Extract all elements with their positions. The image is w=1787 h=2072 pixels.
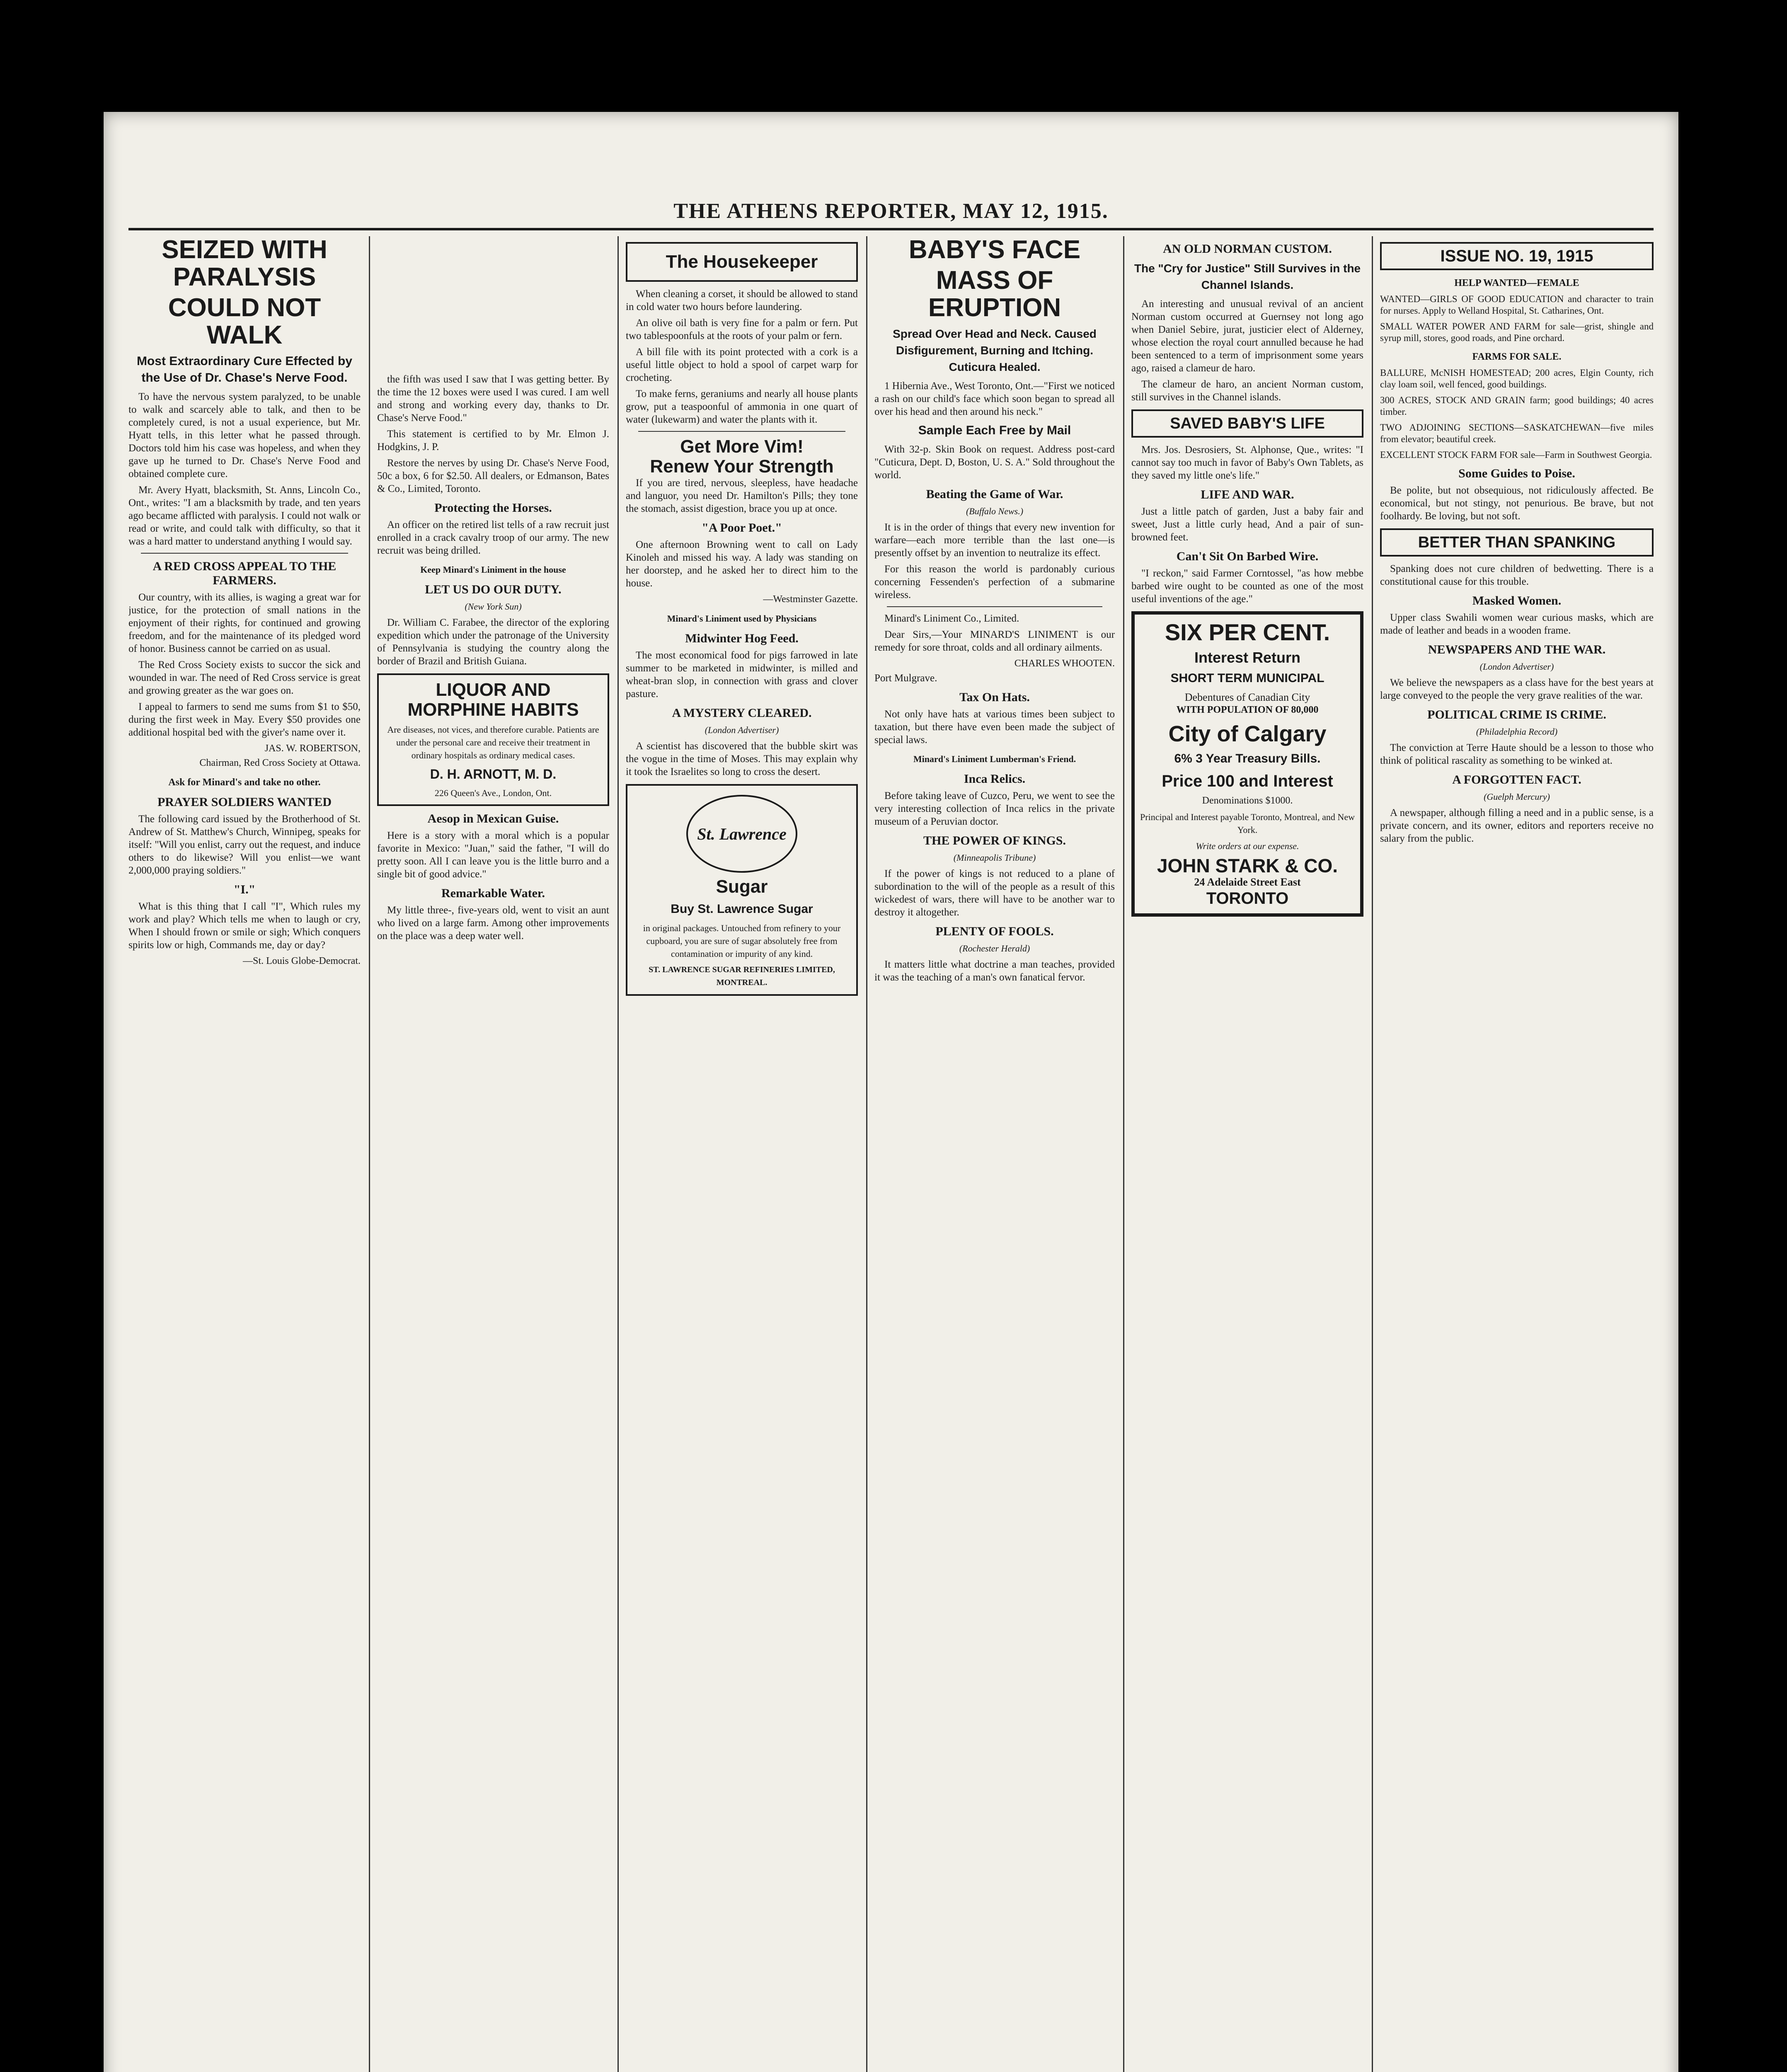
column-divider: [617, 236, 619, 2072]
signature-title: Chairman, Red Cross Society at Ottawa.: [199, 758, 361, 768]
heading-aesop: Aesop in Mexican Guise.: [427, 812, 559, 825]
paragraph: The Red Cross Society exists to succor the sick and wounded in war. The need of Red Cross service is great and growing greater as the war goes on.: [128, 659, 361, 696]
source: (New York Sun): [465, 601, 522, 612]
ad-title: LIQUOR AND: [436, 680, 551, 700]
heading-protecting-horses: Protecting the Horses.: [434, 501, 552, 515]
paragraph: If you are tired, nervous, sleepless, have headache and languor, you need Dr. Hamilton's Pills; they tone the stomach, assist digestion, brace you up at once.: [626, 477, 858, 514]
headline-eruption: MASS OF ERUPTION: [928, 266, 1061, 322]
paragraph: My little three-, five-years old, went to visit an aunt who lived on a large farm. Among other improvements on the place was a deep water well.: [377, 905, 609, 942]
ad-title: SIX PER CENT.: [1165, 619, 1330, 645]
paragraph: For this reason the world is pardonably curious concerning Fessenden's perfection of a submarine wireless.: [874, 564, 1115, 600]
ad-line: Denominations $1000.: [1202, 795, 1293, 806]
classified-item: BALLURE, McNISH HOMESTEAD; 200 acres, Elgin County, rich clay loam soil, well fenced, good buildings.: [1380, 368, 1654, 390]
heading-spanking: BETTER THAN SPANKING: [1418, 534, 1616, 551]
sugar-ad: [626, 784, 858, 996]
classified-item: SMALL WATER POWER AND FARM for sale—grist, shingle and syrup mill, stores, good roads, and Pine orchard.: [1380, 321, 1654, 343]
column-divider: [866, 236, 867, 2072]
source: (Buffalo News.): [966, 506, 1024, 516]
heading-hog-feed: Midwinter Hog Feed.: [685, 632, 799, 645]
heading-masked-women: Masked Women.: [1472, 594, 1562, 608]
paragraph: It matters little what doctrine a man teaches, provided it was the teaching of a man's own fanatical fervor.: [874, 959, 1115, 983]
paragraph: Mrs. Jos. Desrosiers, St. Alphonse, Que., writes: "I cannot say too much in favor of Baby's Own Tablets, as they saved my little one's life.": [1131, 444, 1363, 481]
ad-line: Principal and Interest payable Toronto, Montreal, and New York.: [1140, 812, 1355, 835]
heading-poor-poet: "A Poor Poet.": [702, 521, 782, 535]
divider: [887, 606, 1102, 607]
poem: Just a little patch of garden, Just a baby fair and sweet, Just a little curly head, And a pair of sun-browned feet.: [1131, 506, 1363, 543]
heading-inca-relics: Inca Relics.: [964, 772, 1026, 786]
ad-company: ST. LAWRENCE SUGAR REFINERIES LIMITED, MONTREAL.: [649, 965, 835, 987]
subhead-cry-justice: The "Cry for Justice" Still Survives in the Channel Islands.: [1134, 262, 1361, 291]
paragraph: "I reckon," said Farmer Corntossel, "as how mebbe barbed wire ought to be counted as one of the most useful inventions of the age.": [1131, 568, 1363, 605]
source: (Guelph Mercury): [1484, 792, 1550, 802]
classified-item: 300 ACRES, STOCK AND GRAIN farm; good buildings; 40 acres timber.: [1380, 395, 1654, 417]
ad-line: Debentures of Canadian City: [1184, 691, 1310, 703]
paragraph: An olive oil bath is very fine for a palm or fern. Put two tablespoonfuls at the roots of your palm or fern.: [626, 317, 858, 341]
heading-our-duty: LET US DO OUR DUTY.: [425, 583, 562, 596]
column-2: [377, 236, 609, 2072]
paragraph: 1 Hibernia Ave., West Toronto, Ont.—"First we noticed a rash on our child's face which soon began to spread all over his head and then around his neck.": [874, 380, 1115, 417]
divider: [638, 431, 845, 432]
ad-line: SHORT TERM MUNICIPAL: [1170, 671, 1325, 685]
paragraph: The following card issued by the Brotherhood of St. Andrew of St. Matthew's Church, Winnipeg, speaks for itself: "Will you enlist, carry out the request, and induce others to do likewise? Will you enlist—we want 2,000,000 praying soldiers.": [128, 813, 361, 876]
masthead: THE ATHENS REPORTER, MAY 12, 1915.: [673, 199, 1109, 223]
ad-address: 226 Queen's Ave., London, Ont.: [434, 788, 552, 798]
paragraph: Upper class Swahili women wear curious masks, which are made of leather and beads in a wooden frame.: [1380, 612, 1654, 636]
ad-line: WITH POPULATION OF 80,000: [1176, 704, 1319, 715]
source: (Rochester Herald): [959, 943, 1030, 954]
column-divider: [1372, 236, 1373, 2072]
ad-line: 6% 3 Year Treasury Bills.: [1174, 752, 1321, 765]
heading-beating-game: Beating the Game of War.: [926, 487, 1063, 501]
newspaper-page: [104, 112, 1678, 2072]
masthead-rule: [128, 228, 1654, 230]
heading-political-crime: POLITICAL CRIME IS CRIME.: [1427, 708, 1606, 721]
ad-company: JOHN STARK & CO.: [1157, 855, 1338, 876]
credit: —St. Louis Globe-Democrat.: [243, 956, 361, 966]
minard-ad: Keep Minard's Liniment in the house: [420, 564, 566, 575]
paragraph: An officer on the retired list tells of a raw recruit just enrolled in a crack cavalry troop of our army. The new recruit was being drilled.: [377, 519, 609, 556]
heading-red-cross: A RED CROSS APPEAL TO THE FARMERS.: [153, 559, 337, 587]
classified-section: FARMS FOR SALE.: [1472, 351, 1562, 362]
source: (Minneapolis Tribune): [953, 852, 1036, 863]
ad-body: in original packages. Untouched from refinery to your cupboard, you are sure of sugar absolutely free from contamination or impurity of any kind.: [643, 923, 841, 959]
heading-barbed-wire: Can't Sit On Barbed Wire.: [1176, 549, 1319, 563]
subhead-chase: Most Extraordinary Cure Effected by the Use of Dr. Chase's Nerve Food.: [136, 354, 353, 385]
paragraph: We believe the newspapers as a class have for the best years at large conveyed to the people the very grave realities of the war.: [1380, 677, 1654, 701]
classified-item: EXCELLENT STOCK FARM FOR sale—Farm in Southwest Georgia.: [1380, 450, 1652, 460]
sugar-logo: St. Lawrence: [686, 795, 797, 873]
ad-title: MORPHINE HABITS: [407, 700, 579, 720]
paragraph: Mr. Avery Hyatt, blacksmith, St. Anns, Lincoln Co., Ont., writes: "I am a blacksmith by trade, and ten years ago became afflicted with paralysis. I could not walk or read or write, and could talk with difficulty, so that it was a hard matter to understand anything I would say.: [128, 484, 361, 547]
vim-ad-subtitle: Renew Your Strength: [650, 456, 834, 477]
headline-babys-face: BABY'S FACE: [908, 236, 1081, 264]
paragraph: This statement is certified to by Mr. Elmon J. Hodgkins, J. P.: [377, 428, 609, 453]
heading-life-war: LIFE AND WAR.: [1201, 488, 1294, 501]
heading-power-kings: THE POWER OF KINGS.: [923, 834, 1066, 847]
divider: [141, 553, 348, 554]
paragraph: The clameur de haro, an ancient Norman custom, still survives in the Channel islands.: [1131, 379, 1363, 403]
minard-ad: Minard's Liniment used by Physicians: [667, 613, 817, 624]
issue-number: ISSUE NO. 19, 1915: [1440, 247, 1593, 265]
paragraph: If the power of kings is not reduced to a plane of subordination to the will of the people as a result of this wickedest of wars, there will have to be another war to destroy it altogether.: [874, 868, 1115, 918]
paragraph: The conviction at Terre Haute should be a lesson to those who think of political rascality as something to be winked at.: [1380, 742, 1654, 766]
classified-item: WANTED—GIRLS OF GOOD EDUCATION and character to train for nurses. Apply to Welland Hospital, St. Catharines, Ont.: [1380, 294, 1654, 316]
ad-headline: Buy St. Lawrence Sugar: [671, 902, 813, 916]
classified-item: TWO ADJOINING SECTIONS—SASKATCHEWAN—five miles from elevator; beautiful creek.: [1380, 422, 1654, 444]
column-5: [1131, 236, 1363, 2072]
paragraph: A bill file with its point protected with a cork is a useful little object to hold a spool of carpet warp for crocheting.: [626, 346, 858, 383]
paragraph: A newspaper, although filling a need and in a public sense, is a private concern, and its owner, editors and reporters receive no salary from the public.: [1380, 807, 1654, 844]
minard-ad: Ask for Minard's and take no other.: [168, 777, 321, 788]
ad-line: Write orders at our expense.: [1196, 841, 1299, 851]
issue-box: [1380, 242, 1654, 270]
liquor-ad: [377, 673, 609, 806]
place: Port Mulgrave.: [874, 673, 937, 684]
free-sample: Sample Each Free by Mail: [918, 424, 1071, 437]
signature: CHARLES WHOOTEN.: [1014, 658, 1115, 669]
heading-mystery: A MYSTERY CLEARED.: [672, 706, 812, 720]
paragraph: To have the nervous system paralyzed, to be unable to walk and scarcely able to talk, and then to be completely cured, is not a usual experience, but Mr. Hyatt tells, in this letter what he passed through. Doctors told him his case was hopeless, and when they gave up he turned to Dr. Chase's Nerve Food and obtained complete cure.: [128, 391, 361, 479]
paragraph: Minard's Liniment Co., Limited.: [884, 613, 1019, 624]
column-3: [626, 236, 858, 2072]
ad-address: 24 Adelaide Street East: [1194, 876, 1301, 888]
paragraph: A scientist has discovered that the bubble skirt was the vogue in the time of Moses. This may explain why it took the Israelites so long to cross the desert.: [626, 741, 858, 777]
subhead-cuticura: Spread Over Head and Neck. Caused Disfigurement, Burning and Itching. Cuticura Healed.: [893, 327, 1097, 373]
classified-section: HELP WANTED—FEMALE: [1454, 278, 1579, 288]
ad-line: Interest Return: [1194, 649, 1301, 666]
paragraph: An interesting and unusual revival of an ancient Norman custom occurred at Guernsey not long ago when Daniel Sebire, jurat, justicier elect of Alderney, whose election the royal court annulled because he had been sentenced to a term of imprisonment some years ago, raised a clameur de haro.: [1131, 298, 1363, 374]
vim-ad-title: Get More Vim!: [680, 436, 804, 457]
housekeeper-header: [626, 242, 858, 282]
paragraph: Before taking leave of Cuzco, Peru, we went to see the very interesting collection of Inca relics in the private museum of a Peruvian doctor.: [874, 790, 1115, 827]
paragraph: Dear Sirs,—Your MINARD'S LINIMENT is our remedy for sore throat, colds and all ordinary ailments.: [874, 629, 1115, 653]
credit: —Westminster Gazette.: [763, 594, 858, 605]
ad-title: Sugar: [716, 876, 768, 897]
paragraph: I appeal to farmers to send me sums from $1 to $50, during the first week in May. Every $50 provides one additional hospital bed with the giver's name over it.: [128, 701, 361, 738]
paragraph: Restore the nerves by using Dr. Chase's Nerve Food, 50c a box, 6 for $2.50. All dealers, or Edmanson, Bates & Co., Limited, Toronto.: [377, 457, 609, 494]
minard-ad: Minard's Liniment Lumberman's Friend.: [913, 754, 1076, 764]
spanking-header: [1380, 528, 1654, 557]
column-4: [874, 236, 1115, 2072]
ad-price: Price 100 and Interest: [1162, 772, 1333, 790]
paragraph: Spanking does not cure children of bedwetting. There is a constitutional cause for this trouble.: [1380, 563, 1654, 587]
heading-norman-custom: AN OLD NORMAN CUSTOM.: [1163, 242, 1332, 256]
signature: JAS. W. ROBERTSON,: [264, 743, 361, 754]
paragraph: It is in the order of things that every new invention for warfare—each more terrible than the last one—is presently offset by an invention to neutralize its effect.: [874, 522, 1115, 559]
ad-body: Are diseases, not vices, and therefore curable. Patients are under the personal care and receive their treatment in ordinary hospitals as ordinary medical cases.: [387, 724, 599, 760]
source: (Philadelphia Record): [1476, 726, 1558, 737]
source: (London Advertiser): [1479, 661, 1554, 672]
paragraph: Here is a story with a moral which is a popular favorite in Mexico: "Juan," said the father, "I will do pretty soon. All I can leave you is the little burro and a single bit of good advice.": [377, 830, 609, 880]
heading-tax-hats: Tax On Hats.: [959, 690, 1030, 704]
poem: What is this thing that I call "I", Which rules my work and play? Which tells me when to laugh or cry, When I should frown or smile or sigh; Which conquers spirits low or high, Commands me, day or day?: [128, 901, 361, 951]
heading-forgotten-fact: A FORGOTTEN FACT.: [1452, 773, 1581, 787]
heading-prayer-soldiers: PRAYER SOLDIERS WANTED: [157, 795, 332, 809]
paragraph: Be polite, but not obsequious, not ridiculously affected. Be economical, but not stingy, not penurious. Be brave, but not foolhardy. Be loving, but not soft.: [1380, 485, 1654, 522]
section-title: The Housekeeper: [666, 252, 818, 272]
paragraph: When cleaning a corset, it should be allowed to stand in cold water two hours before laundering.: [626, 288, 858, 312]
paragraph: The most economical food for pigs farrowed in late summer to be marketed in midwinter, is milled and wheat-bran slop, in connection with grass and clover pasture.: [626, 650, 858, 700]
column-divider: [369, 236, 370, 2072]
paragraph: To make ferns, geraniums and nearly all house plants grow, put a teaspoonful of ammonia in one quart of water (lukewarm) and water the plants with it.: [626, 388, 858, 425]
column-6: [1380, 236, 1654, 2072]
paragraph: Dr. William C. Farabee, the director of the exploring expedition which under the patronage of the University of Pennsylvania is studying the country along the border of Brazil and British Guiana.: [377, 617, 609, 667]
headline-paralysis: SEIZED WITH PARALYSIS: [162, 236, 327, 291]
ad-city: TORONTO: [1206, 889, 1289, 908]
ad-doctor: D. H. ARNOTT, M. D.: [430, 767, 557, 782]
column-1: [128, 236, 361, 2072]
paragraph: Not only have hats at various times been subject to taxation, but there have even been made the subject of special laws.: [874, 709, 1115, 746]
paragraph: One afternoon Browning went to call on Lady Kinoleh and missed his way. A lady was standing on her doorstep, and he asked her to direct him to the house.: [626, 539, 858, 589]
paragraph: Our country, with its allies, is waging a great war for justice, for the protection of small nations in the enjoyment of their rights, for continued and growing freedom, and for the maintenance of its pledged word of honor. Business cannot be carried on as usual.: [128, 592, 361, 654]
headline-walk: COULD NOT WALK: [168, 293, 321, 349]
paragraph: With 32-p. Skin Book on request. Address post-card "Cuticura, Dept. D, Boston, U. S. A." Sold throughout the world.: [874, 444, 1115, 481]
heading-i: "I.": [233, 883, 256, 896]
source: (London Advertiser): [705, 725, 779, 735]
calgary-ad: [1131, 611, 1363, 917]
paragraph: the fifth was used I saw that I was getting better. By the time the 12 boxes were used I was cured. I am well and strong and working every day, thanks to Dr. Chase's Nerve Food.": [377, 374, 609, 424]
heading-remarkable-water: Remarkable Water.: [441, 886, 545, 900]
heading-poise: Some Guides to Poise.: [1458, 467, 1575, 480]
column-divider: [1123, 236, 1124, 2072]
ad-city: City of Calgary: [1168, 721, 1327, 746]
saved-baby-header: [1131, 409, 1363, 438]
heading-plenty-fools: PLENTY OF FOOLS.: [935, 925, 1054, 938]
heading-newspapers-war: NEWSPAPERS AND THE WAR.: [1428, 643, 1606, 656]
heading-saved-baby: SAVED BABY'S LIFE: [1170, 415, 1325, 432]
